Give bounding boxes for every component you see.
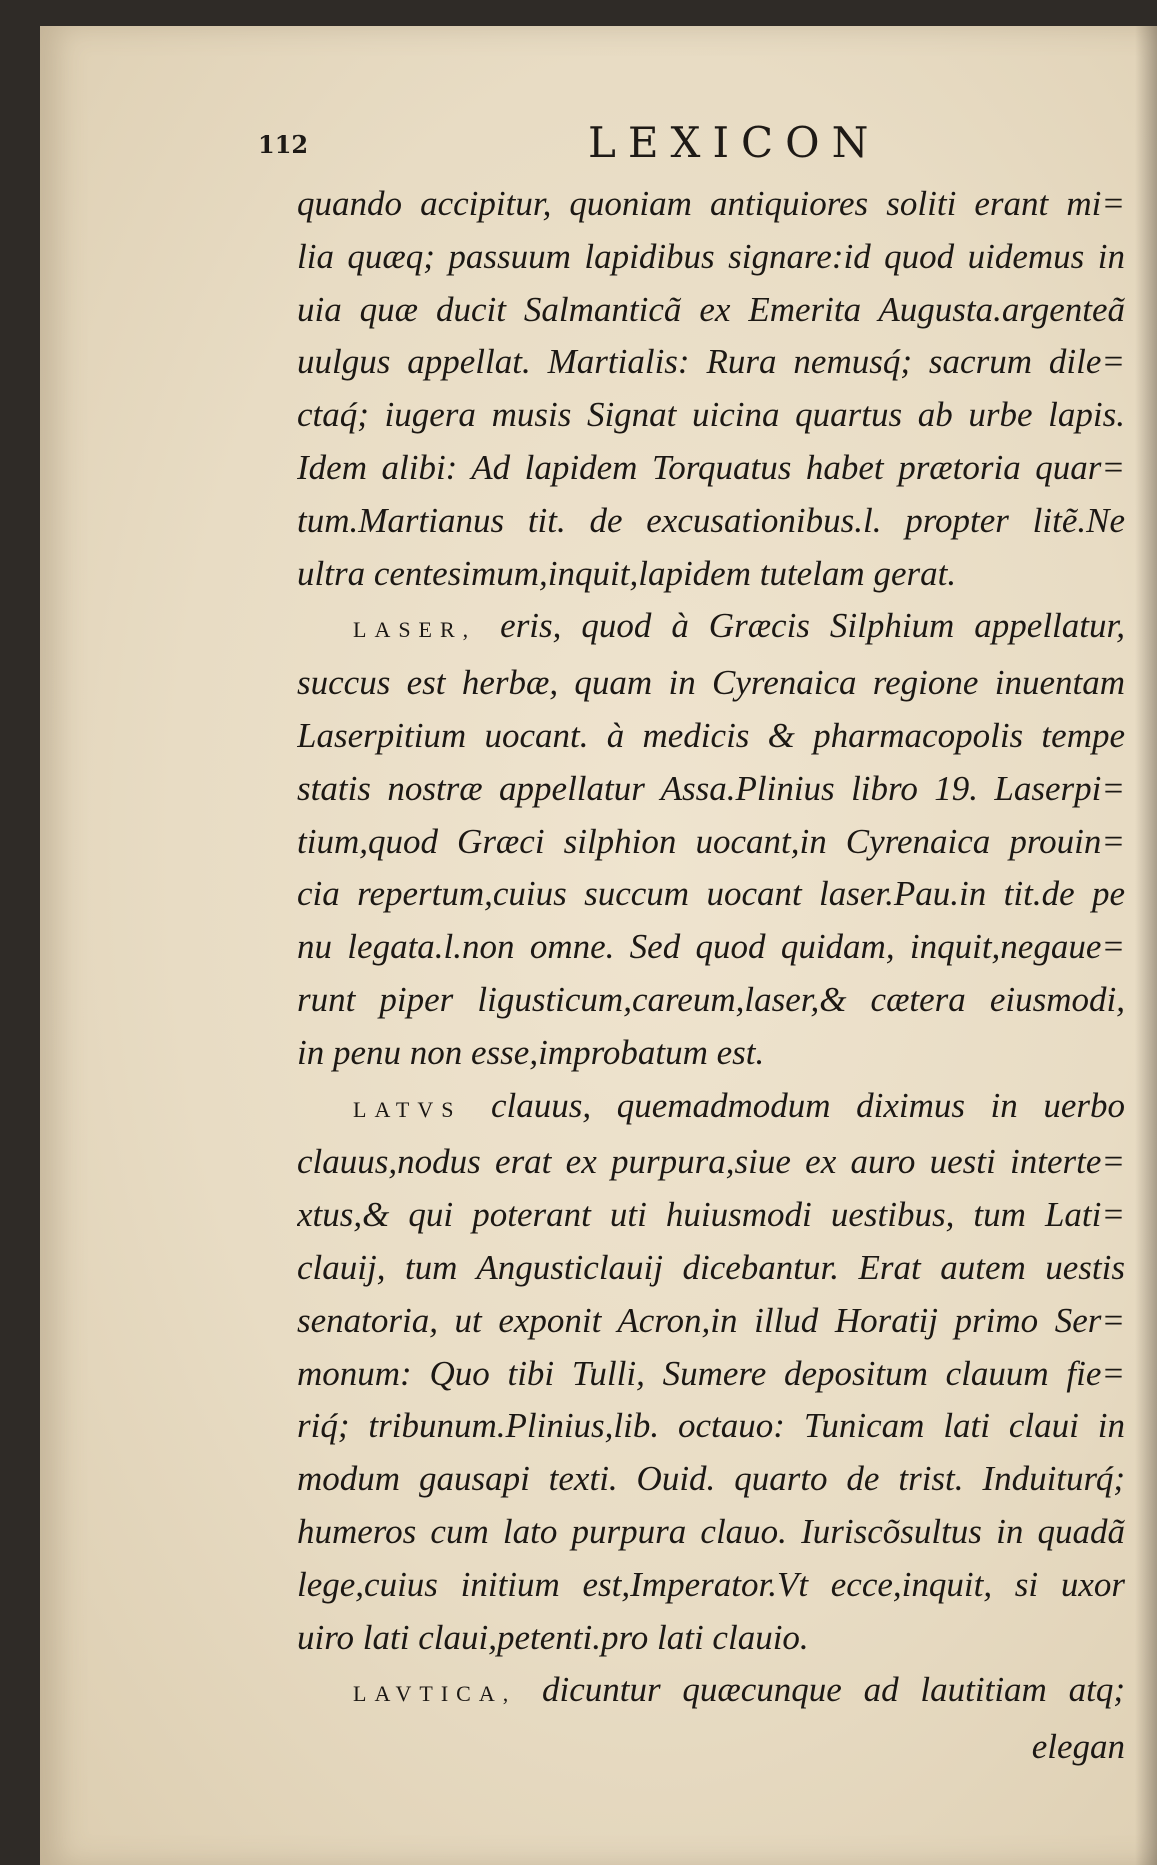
line-text: modum gausapi texti. Ouid. quarto de trist. Induiturq́; [297, 1459, 1125, 1499]
text-line [297, 868, 1125, 921]
line-text: statis nostræ appellatur Assa.Plinius libro 19. Laserpi= [297, 768, 1125, 808]
line-text: clauus,nodus erat ex purpura,siue ex auro uesti interte= [297, 1142, 1125, 1182]
text-line [297, 336, 1125, 389]
line-text: uia quæ ducit Salmanticã ex Emerita Augusta.argenteã [297, 289, 1125, 329]
text-line [297, 1453, 1125, 1506]
line-text: succus est herbæ, quam in Cyrenaica regione inuentam [297, 663, 1125, 703]
text-line [297, 442, 1125, 495]
text-line [297, 1506, 1125, 1559]
text-line [297, 1242, 1125, 1295]
line-text: lege,cuius initium est,Imperator.Vt ecce,inquit, si uxor [297, 1564, 1125, 1604]
text-line [297, 1348, 1125, 1401]
line-text: xtus,& qui poterant uti huiusmodi uestibus, tum Lati= [297, 1195, 1125, 1235]
line-text: ctaq́; iugera musis Signat uicina quartus ab urbe lapis. [297, 395, 1125, 435]
entry-headword: LAVTICA, [353, 1681, 517, 1707]
text-line [297, 657, 1125, 710]
text-line [297, 974, 1125, 1027]
body-text [297, 178, 1125, 1774]
text-line [297, 763, 1125, 816]
line-text: eris, quod à Græcis Silphium appellatur, [500, 606, 1125, 646]
text-line [297, 231, 1125, 284]
text-line [297, 816, 1125, 869]
text-line [297, 1721, 1125, 1774]
text-line [297, 548, 1125, 601]
text-line [297, 178, 1125, 231]
line-text: uulgus appellat. Martialis: Rura nemusq́; sacrum dile= [297, 342, 1125, 382]
line-text: lia quæq; passuum lapidibus signare:id quod uidemus in [297, 236, 1125, 276]
line-text: clauij, tum Angusticlauij dicebantur. Erat autem uestis [297, 1247, 1125, 1287]
running-head [258, 118, 958, 178]
text-line [297, 1189, 1125, 1242]
text-line [297, 284, 1125, 337]
text-line [297, 389, 1125, 442]
line-text: clauus, quemadmodum diximus in uerbo [491, 1085, 1125, 1125]
text-line [297, 710, 1125, 763]
line-text: humeros cum lato purpura clauo. Iuriscõsultus in quadã [297, 1511, 1125, 1551]
entry-headword: LATVS [353, 1096, 462, 1122]
line-text: uiro lati claui,petenti.pro lati clauio. [297, 1617, 809, 1657]
text-line [297, 1559, 1125, 1612]
text-line [297, 1027, 1125, 1080]
entry-headword: LASER, [353, 617, 477, 643]
line-text: runt piper ligusticum,careum,laser,& cætera eiusmodi, [297, 979, 1125, 1019]
line-text: tum.Martianus tit. de excusationibus.l. propter litẽ.Ne [297, 500, 1125, 540]
line-text: tium,quod Græci silphion uocant,in Cyrenaica prouin= [297, 821, 1125, 861]
line-text: nu legata.l.non omne. Sed quod quidam, inquit,negaue= [297, 927, 1125, 967]
running-title: LEXICON [588, 118, 881, 167]
page-gutter-shadow [1135, 26, 1157, 1865]
text-line [297, 495, 1125, 548]
text-line [297, 600, 1125, 657]
line-text: quando accipitur, quoniam antiquiores soliti erant mi= [297, 184, 1125, 223]
text-line [297, 921, 1125, 974]
line-text: Laserpitium uocant. à medicis & pharmacopolis tempe [297, 715, 1125, 755]
line-text: in penu non esse,improbatum est. [297, 1032, 765, 1072]
text-line [297, 1400, 1125, 1453]
text-line [297, 1612, 1125, 1665]
line-text: monum: Quo tibi Tulli, Sumere depositum clauum fie= [297, 1353, 1125, 1393]
line-text: cia repertum,cuius succum uocant laser.Pau.in tit.de pe [297, 874, 1125, 914]
line-text: dicuntur quæcunque ad lautitiam atq; [542, 1670, 1125, 1710]
line-text: Idem alibi: Ad lapidem Torquatus habet prætoria quar= [297, 447, 1125, 487]
line-text: elegan [1031, 1727, 1125, 1767]
line-text: ultra centesimum,inquit,lapidem tutelam gerat. [297, 553, 957, 593]
page-number: 112 [258, 130, 309, 159]
text-line [297, 1295, 1125, 1348]
line-text: riq́; tribunum.Plinius,lib. octauo: Tunicam lati claui in [297, 1406, 1125, 1446]
line-text: senatoria, ut exponit Acron,in illud Horatij primo Ser= [297, 1300, 1125, 1340]
text-line [297, 1664, 1125, 1721]
text-line [297, 1136, 1125, 1189]
text-line [297, 1080, 1125, 1137]
